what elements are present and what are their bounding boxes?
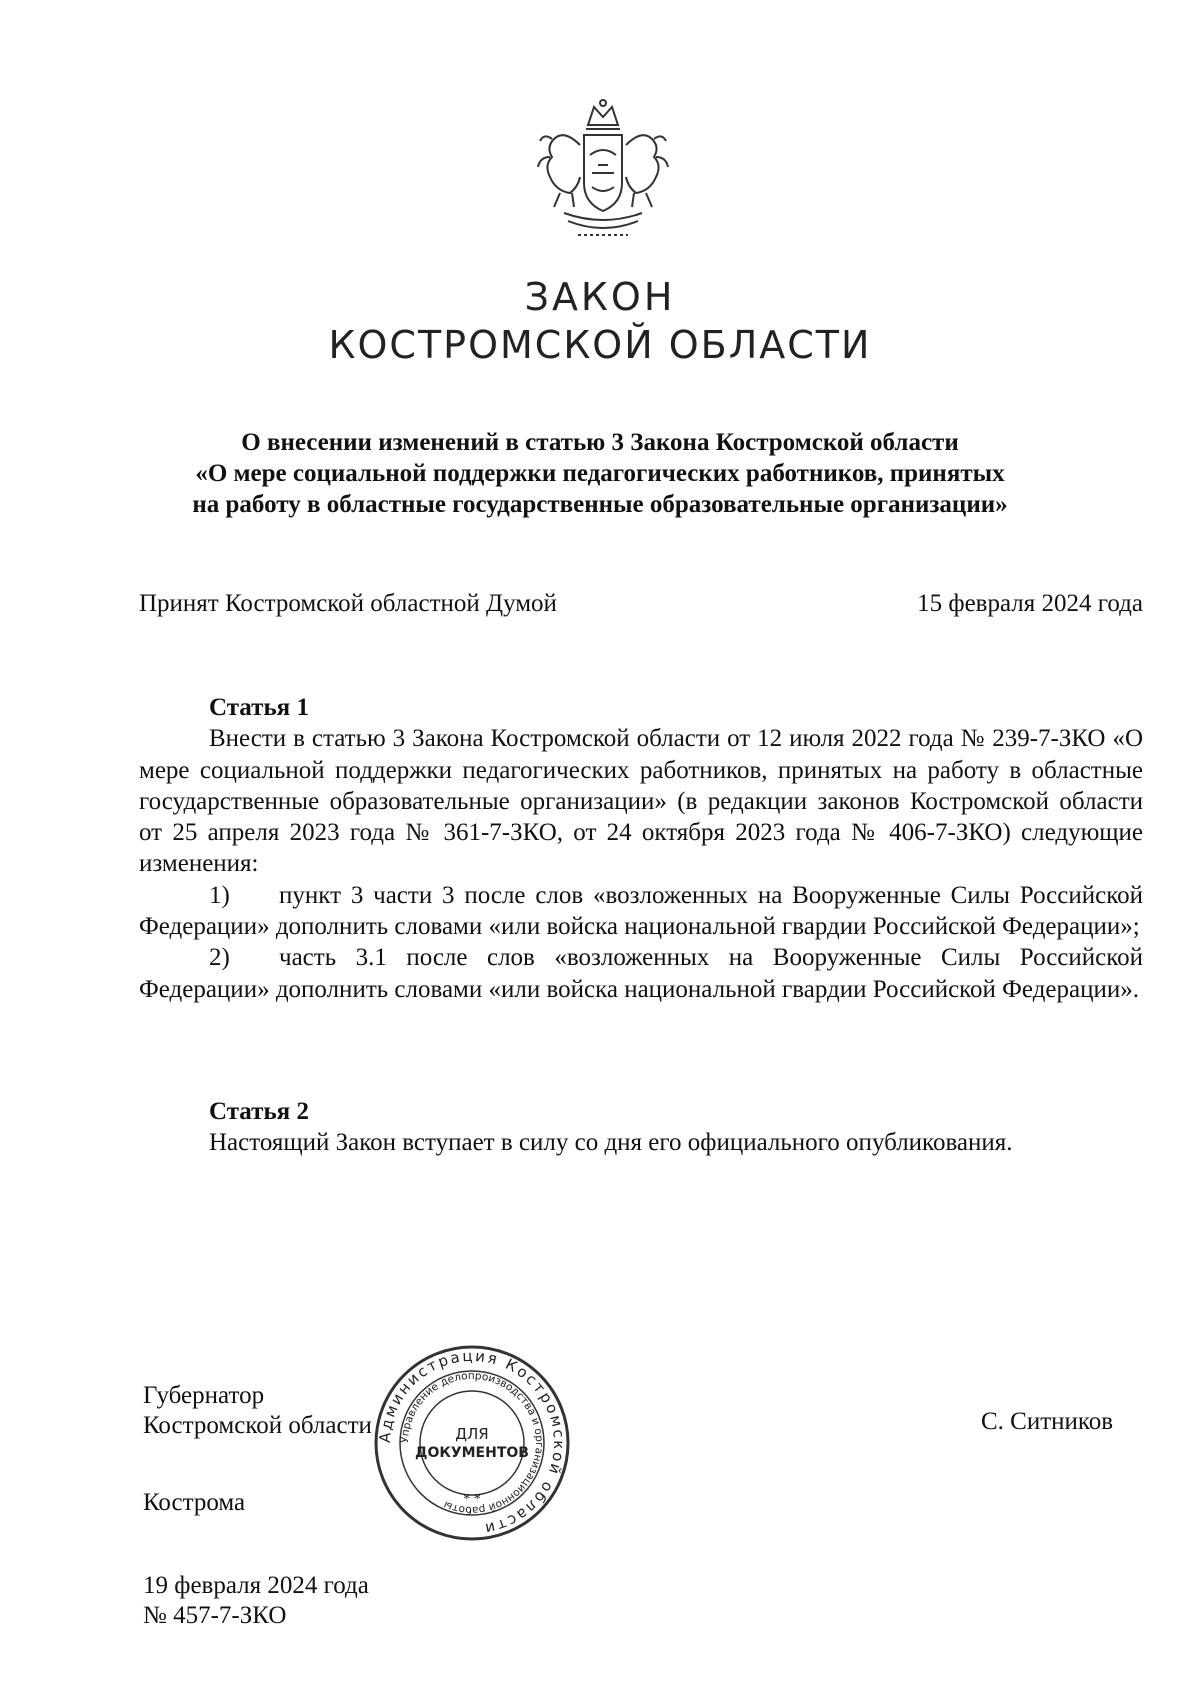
- item-number: 1): [209, 881, 230, 909]
- law-heading: [150, 427, 1050, 520]
- article-1: [139, 692, 1143, 1005]
- article-1-item: [139, 880, 1143, 943]
- item-text: часть 3.1 после слов «возложенных на Вооруженные Силы Российской Федерации» дополнить словами «или войска национальной гвардии Российской Федерации».: [139, 944, 1143, 1003]
- article-1-title: Статья 1: [209, 694, 309, 721]
- official-seal-stamp: [372, 1343, 572, 1543]
- item-text: пункт 3 части 3 после слов «возложенных на Вооруженные Силы Российской Федерации» дополнить словами «или войска национальной гвардии Российской Федерации»;: [139, 881, 1143, 941]
- heading-line: О внесении изменений в статью 3 Закона Костромской области: [241, 429, 959, 456]
- law-title: ЗАКОН: [524, 275, 676, 319]
- position-line: Костромской области: [143, 1412, 372, 1439]
- position-line: Губернатор: [143, 1382, 265, 1409]
- article-1-intro: Внести в статью 3 Закона Костромской области от 12 июля 2022 года № 239-7-ЗКО «О мере социальной поддержки педагогических работников, принятых на работу в областные государственные образовательные организации» (в редакции законов Костромской области от 25 апреля 2023 года № 361-7-ЗКО, от 24 октября 2023 года № 406-7-ЗКО) следующие изменения:: [139, 725, 1143, 878]
- svg-text:Управление делопроизводства и: Управление делопроизводства и организационной работы: [398, 1369, 546, 1517]
- article-2-title: Статья 2: [209, 1098, 309, 1125]
- svg-text:Администрация Костромской обла: Администрация Костромской области: [375, 1346, 569, 1539]
- governor-name: С. Ситников: [981, 1408, 1114, 1435]
- svg-text:ДЛЯ: ДЛЯ: [455, 1425, 489, 1443]
- governor-position: [143, 1381, 372, 1441]
- adopted-by-text: Принят Костромской областной Думой: [139, 590, 557, 617]
- signing-date: 19 февраля 2024 года: [143, 1572, 369, 1599]
- item-number: 2): [209, 944, 230, 972]
- article-2: [139, 1096, 1143, 1159]
- svg-text:* *: * *: [463, 1492, 481, 1507]
- svg-text:ДОКУМЕНТОВ: ДОКУМЕНТОВ: [415, 1445, 529, 1461]
- coat-of-arms-emblem: [528, 95, 678, 245]
- heading-line: «О мере социальной поддержки педагогических работников, принятых: [195, 460, 1005, 487]
- law-region-title: КОСТРОМСКОЙ ОБЛАСТИ: [328, 323, 872, 367]
- article-2-text: Настоящий Закон вступает в силу со дня его официального опубликования.: [209, 1129, 1013, 1157]
- law-number: № 457-7-ЗКО: [143, 1602, 287, 1629]
- adoption-date: 15 февраля 2024 года: [917, 590, 1143, 617]
- heading-line: на работу в областные государственные образовательные организации»: [192, 491, 1008, 518]
- signing-city: Кострома: [143, 1489, 246, 1516]
- article-1-item: [139, 942, 1143, 1005]
